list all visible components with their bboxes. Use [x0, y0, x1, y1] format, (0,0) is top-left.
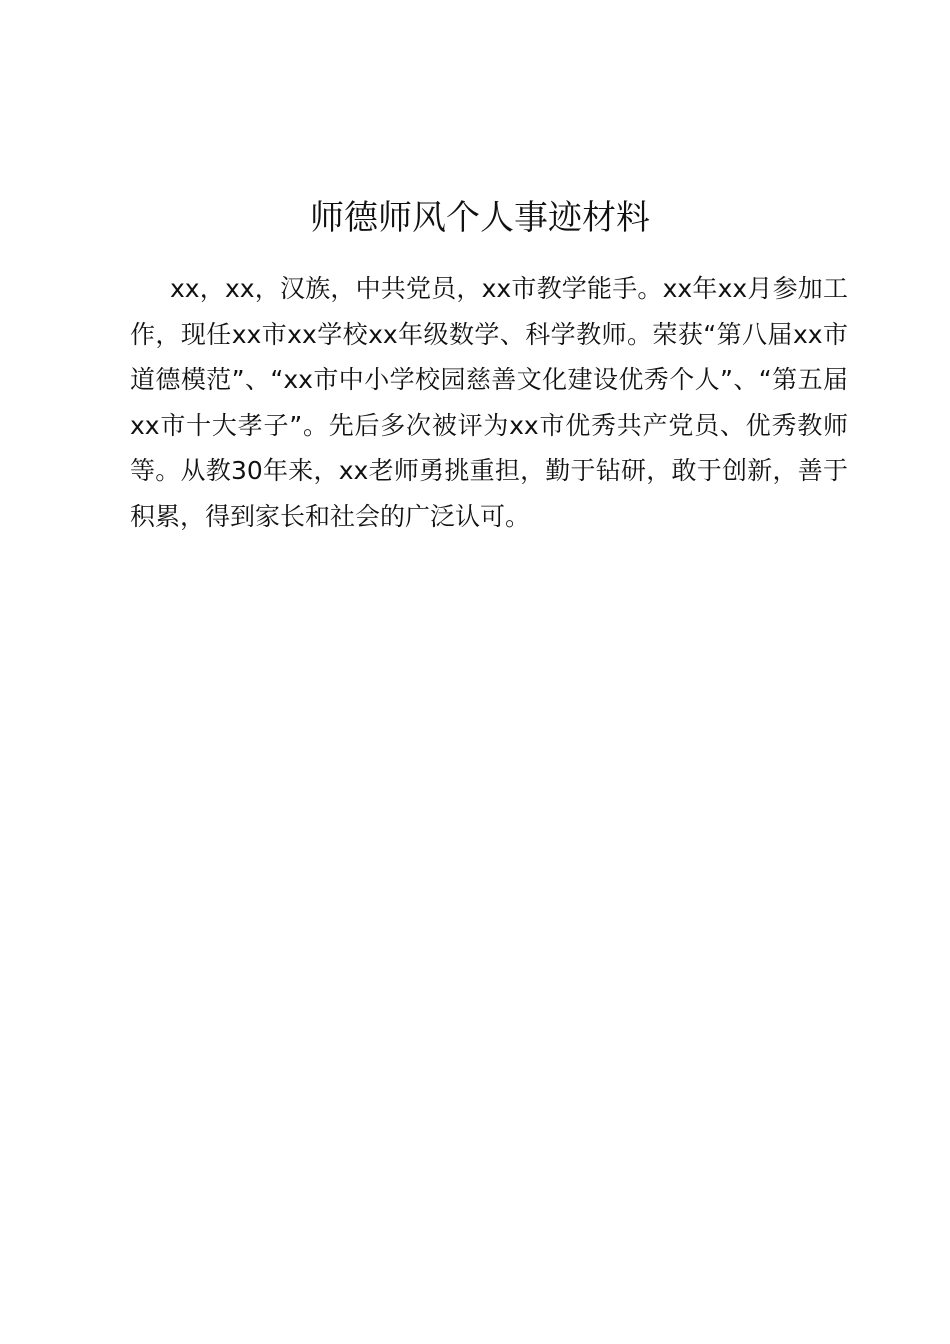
paragraph-line: 等。从教30年来，xx老师勇挑重担，勤于钻研，敢于创新，善于	[130, 456, 848, 485]
paragraph-line: 道德模范”、“xx市中小学校园慈善文化建设优秀个人”、“第五届	[130, 365, 848, 394]
paragraph-line: 积累，得到家长和社会的广泛认可。	[130, 501, 531, 531]
paragraph-line: 作，现任xx市xx学校xx年级数学、科学教师。荣获“第八届xx市	[130, 319, 848, 349]
document-title: 师德师风个人事迹材料	[310, 198, 650, 238]
document-paragraph	[130, 266, 848, 539]
paragraph-line: xx市十大孝子”。先后多次被评为xx市优秀共产党员、优秀教师	[130, 410, 848, 440]
paragraph-line: xx，xx，汉族，中共党员，xx市教学能手。xx年xx月参加工	[170, 274, 848, 303]
